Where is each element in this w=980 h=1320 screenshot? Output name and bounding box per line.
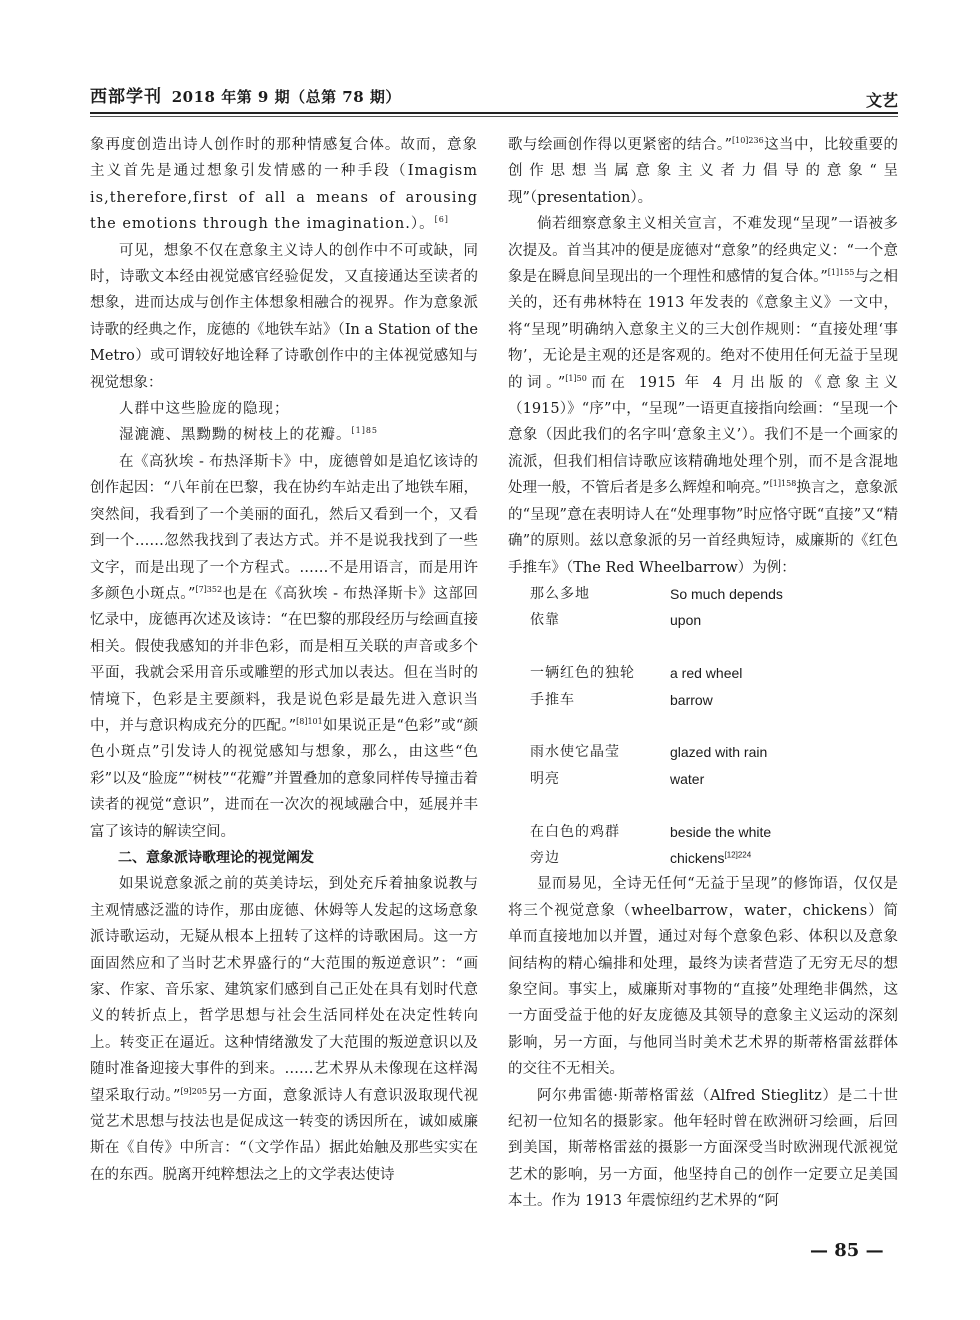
paragraph: 歌与绘画创作得以更紧密的结合。”$^{[10]236}$这当中，比较重要的创作思想当属意象主义者力倡导的意象“呈现”（presentation）。 (508, 136, 898, 206)
poem-line-en (670, 634, 783, 660)
poem-row (530, 607, 783, 633)
poem-line-zh: 一辆红色的独轮 (530, 665, 635, 682)
poem-row (530, 713, 783, 739)
poem-line-en: So much depends (670, 585, 783, 602)
poem-line-zh: 明亮 (530, 770, 560, 787)
paragraph: 倘若细察意象主义相关宣言，不难发现“呈现”一语被多次提及。首当其冲的便是庞德对“意象”的经典定义：“一个意象是在瞬息间呈现出的一个理性和感情的复合体。”$^{[1]155}$与之相关的，还有弗林特在 1913 年发表的《意象主义》一文中，将“呈现”明确纳入意象主义的三大创作规则：“直接处理‘事物’，无论是主观的还是客观的。绝对不使用任何无益于呈现的词。”$^{[1]50}$而在 1915 年 4 月出版的《意象主义（1915）》“序”中，“呈现”一语更直接指向绘画：“呈现一个意象（因此我们的名字叫‘意象主义’）。我们不是一个画家的流派，但我们相信诗歌应该精确地处理个别，而不是含混地处理一般，不管后者是多么辉煌和响亮。”$^{[1]158}$换言之，意象派的“呈现”意在表明诗人在“处理事物”时应恪守既“直接”又“精确”的原则。兹以意象派的另一首经典短诗，威廉斯的《红色手推车》（The Red Wheelbarrow）为例： (508, 216, 898, 576)
section-label: 文艺 (865, 91, 898, 110)
poem-line-en (670, 713, 783, 739)
poem-line-en: glazed with rain (670, 744, 768, 761)
paragraph: 可见，想象不仅在意象主义诗人的创作中不可或缺，同时，诗歌文本经由视觉感官经验促发，又直接通达至读者的想象，进而达成与创作主体想象相融合的视界。作为意象派诗歌的经典之作，庞德的《地铁车站》（In a Station of the Metro）或可谓较好地诠释了诗歌创作中的主体视觉感知与视觉想象： (90, 242, 478, 391)
poem-line-en: water (670, 770, 705, 787)
page-header (90, 82, 898, 116)
poem-citation: [12]224 (724, 850, 752, 860)
poem-row (530, 845, 783, 871)
poem-row (530, 792, 783, 818)
poem-line-zh: 手推车 (530, 691, 575, 708)
poem-row (530, 634, 783, 660)
right-column (508, 132, 898, 1215)
poem-line-en: barrow (670, 691, 713, 708)
verse-line: 湿漉漉、黑黝黝的树枝上的花瓣。$^{[1]85}$ (119, 426, 379, 444)
poem-row (530, 766, 783, 792)
poem-table (530, 581, 783, 871)
section-heading: 二、意象派诗歌理论的视觉阐发 (118, 849, 314, 866)
left-column (90, 132, 478, 1188)
poem-row (530, 819, 783, 845)
header-rule-thin (90, 116, 898, 117)
poem-line-en: upon (670, 612, 702, 629)
journal-info (90, 82, 401, 107)
verse-line: 人群中这些脸庞的隐现； (119, 401, 290, 418)
issue-info: 2018 年第 9 期（总第 78 期） (171, 88, 401, 106)
poem-line-en: beside the white (670, 823, 772, 840)
poem-line-en: chickens$^{[12]224}$ (670, 849, 752, 866)
paragraph: 在《高狄埃 - 布热泽斯卡》中，庞德曾如是追忆该诗的创作起因：“八年前在巴黎，我在协约车站走出了地铁车厢，突然间，我看到了一个美丽的面孔，然后又看到一个，又看到一个……忽然我找到了表达方式。并不是说我找到了一些文字，而是出现了一个方程式。……不是用语言，而是用许多颜色小斑点。”$^{[7]352}$也是在《高狄埃 - 布热泽斯卡》这部回忆录中，庞德再次述及该诗：“在巴黎的那段经历与绘画直接相关。假使我感知的并非色彩，而是相互关联的声音或多个平面，我就会采用音乐或雕塑的形式加以表达。但在当时的情境下，色彩是主要颜料，我是说色彩是最先进入意识当中，并与意识构成充分的匹配。”$^{[8]101}$如果说正是“色彩”或“颜色小斑点”引发诗人的视觉感知与想象，那么，由这些“色彩”以及“脸庞”“树枝”“花瓣”并置叠加的意象同样传导撞击着读者的视觉“意识”，进而在一次次的视域融合中，延展并丰富了该诗的解读空间。 (90, 453, 478, 840)
poem-line-zh (530, 792, 670, 818)
poem-line-zh: 在白色的鸡群 (530, 823, 620, 840)
paragraph: 阿尔弗雷德·斯蒂格雷兹（Alfred Stieglitz）是二十世纪初一位知名的摄影家。他年轻时曾在欧洲研习绘画，后回到美国，斯蒂格雷兹的摄影一方面深受当时欧洲现代派视觉艺术的影响，另一方面，他坚持自己的创作一定要立足美国本土。作为 1913 年震惊纽约艺术界的“阿 (508, 1087, 898, 1210)
poem-row (530, 687, 783, 713)
poem-line-zh (530, 713, 670, 739)
poem-line-zh: 雨水使它晶莹 (530, 744, 620, 761)
poem-line-en (670, 792, 783, 818)
poem-row (530, 660, 783, 686)
poem-line-zh: 那么多地 (530, 585, 590, 602)
page-number: — 85 — (810, 1240, 884, 1261)
poem-line-en: a red wheel (670, 665, 743, 682)
poem-row (530, 581, 783, 607)
journal-logo: 西部学刊 (90, 87, 162, 107)
poem-line-zh (530, 634, 670, 660)
paragraph: 如果说意象派之前的英美诗坛，到处充斥着抽象说教与主观情感泛滥的诗作，那由庞德、休姆等人发起的这场意象派诗歌运动，无疑从根本上扭转了这样的诗歌困局。这一方面固然应和了当时艺术界盛行的“大范围的叛逆意识”：“画家、作家、音乐家、建筑家们感到自己正处在具有划时代意义的转折点上，哲学思想与社会生活同样处在决定性转向上。转变正在逼近。这种情绪激发了大范围的叛逆意识以及随时准备迎接大事件的到来。……艺术界从未像现在这样渴望采取行动。”$^{[9]205}$另一方面，意象派诗人有意识汲取现代视觉艺术思想与技法也是促成这一转变的诱因所在，诚如威廉斯在《自传》中所言：“（文学作品）据此始触及那些实实在在的东西。脱离开纯粹想法之上的文学表达使诗 (90, 876, 478, 1183)
paragraph: 象再度创造出诗人创作时的那种情感复合体。故而，意象主义首先是通过想象引发情感的一种手段（Imagism is,therefore,first of all a means of arousing the emotions through the imagination.）。[6] (90, 137, 478, 233)
poem-row (530, 739, 783, 765)
header-rule (90, 112, 898, 114)
poem-line-zh: 旁边 (530, 849, 560, 866)
poem-line-zh: 依靠 (530, 612, 560, 629)
paragraph: 显而易见，全诗无任何“无益于呈现”的修饰语，仅仅是将三个视觉意象（wheelbarrow，water，chickens）简单而直接地加以并置，通过对每个意象色彩、体积以及意象间结构的精心编排和处理，最终为读者营造了无穷无尽的想象空间。事实上，威廉斯对事物的“直接”处理绝非偶然，这一方面受益于他的好友庞德及其领导的意象主义运动的深刻影响，另一方面，与他同当时美术艺术界的斯蒂格雷兹群体的交往不无相关。 (508, 876, 898, 1078)
